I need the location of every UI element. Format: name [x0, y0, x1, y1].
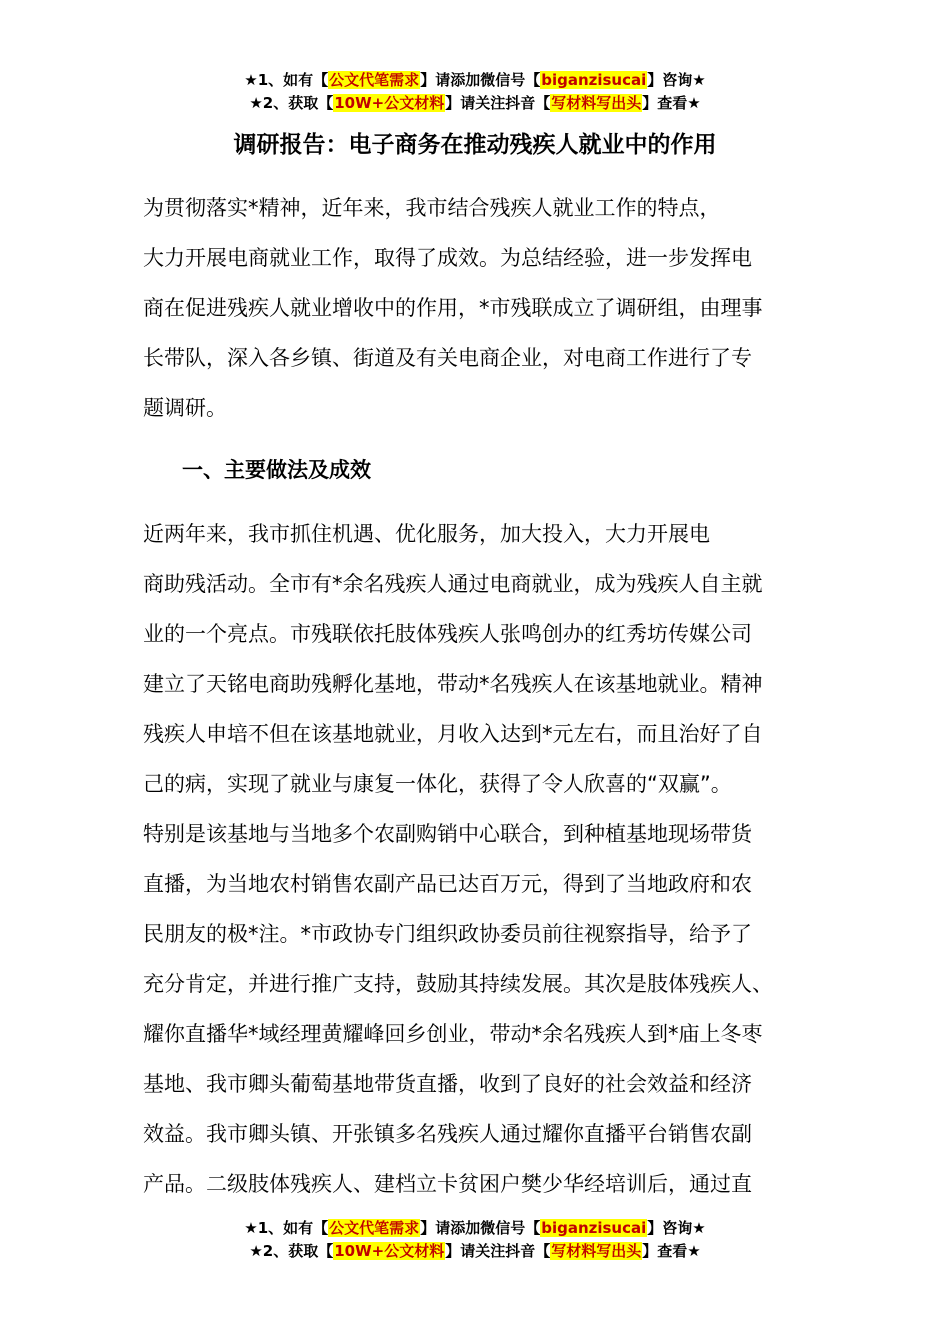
- paragraph-line: 为贯彻落实*精神，近年来，我市结合残疾人就业工作的特点，: [143, 196, 721, 220]
- document-title: 调研报告：电子商务在推动残疾人就业中的作用: [233, 132, 717, 158]
- paragraph-line: 民朋友的极*注。*市政协专门组织政协委员前往视察指导，给予了: [143, 922, 752, 946]
- banner-douyin-account[interactable]: 写材料写出头: [551, 94, 642, 112]
- banner-line-2-suffix: 】查看★: [642, 1242, 701, 1260]
- banner-line-1-middle: 】请添加微信号【: [420, 71, 541, 89]
- banner-highlight-materials: 10W+公文材料: [334, 1242, 445, 1260]
- section-heading: 一、主要做法及成效: [182, 458, 371, 482]
- banner-line-2: [0, 1240, 950, 1263]
- paragraph-line: 特别是该基地与当地多个农副购销中心联合，到种植基地现场带货: [143, 822, 752, 846]
- banner-line-1-prefix: ★1、如有【: [244, 71, 329, 89]
- paragraph-line: 建立了天铭电商助残孵化基地，带动*名残疾人在该基地就业。精神: [143, 672, 763, 696]
- banner-douyin-account[interactable]: 写材料写出头: [551, 1242, 642, 1260]
- paragraph-line: 大力开展电商就业工作，取得了成效。为总结经验，进一步发挥电: [143, 246, 752, 270]
- banner-highlight-materials: 10W+公文材料: [334, 94, 445, 112]
- section1-paragraph: [143, 509, 823, 1209]
- banner-line-1-suffix: 】咨询★: [647, 71, 706, 89]
- banner-highlight-ghostwriting: 公文代笔需求: [329, 1219, 420, 1237]
- banner-wechat-id[interactable]: biganzisucai: [541, 71, 647, 89]
- paragraph-line: 产品。二级肢体残疾人、建档立卡贫困户樊少华经培训后，通过直: [143, 1172, 752, 1196]
- paragraph-line: 商助残活动。全市有*余名残疾人通过电商就业，成为残疾人自主就: [143, 572, 763, 596]
- paragraph-line: 直播，为当地农村销售农副产品已达百万元，得到了当地政府和农: [143, 872, 752, 896]
- paragraph-line: 己的病，实现了就业与康复一体化，获得了令人欣喜的“双赢”。: [143, 772, 732, 796]
- banner-line-1-middle: 】请添加微信号【: [420, 1219, 541, 1237]
- banner-line-1-suffix: 】咨询★: [647, 1219, 706, 1237]
- intro-paragraph: [143, 183, 823, 433]
- banner-wechat-id[interactable]: biganzisucai: [541, 1219, 647, 1237]
- paragraph-line: 残疾人申培不但在该基地就业，月收入达到*元左右，而且治好了自: [143, 722, 763, 746]
- banner-line-1: [0, 1217, 950, 1240]
- banner-highlight-ghostwriting: 公文代笔需求: [329, 71, 420, 89]
- banner-line-2-middle: 】请关注抖音【: [445, 1242, 551, 1260]
- paragraph-line: 业的一个亮点。市残联依托肢体残疾人张鸣创办的红秀坊传媒公司: [143, 622, 752, 646]
- paragraph-line: 耀你直播华*域经理黄耀峰回乡创业，带动*余名残疾人到*庙上冬枣: [143, 1022, 763, 1046]
- top-banner: [0, 69, 950, 115]
- paragraph-line: 近两年来，我市抓住机遇、优化服务，加大投入，大力开展电: [143, 522, 710, 546]
- banner-line-2-suffix: 】查看★: [642, 94, 701, 112]
- banner-line-2-prefix: ★2、获取【: [249, 1242, 334, 1260]
- paragraph-line: 充分肯定，并进行推广支持，鼓励其持续发展。其次是肢体残疾人、: [143, 972, 773, 996]
- banner-line-2-prefix: ★2、获取【: [249, 94, 334, 112]
- paragraph-line: 基地、我市卿头葡萄基地带货直播，收到了良好的社会效益和经济: [143, 1072, 752, 1096]
- paragraph-line: 题调研。: [143, 396, 227, 420]
- banner-line-2: [0, 92, 950, 115]
- paragraph-line: 效益。我市卿头镇、开张镇多名残疾人通过耀你直播平台销售农副: [143, 1122, 752, 1146]
- bottom-banner: [0, 1217, 950, 1263]
- paragraph-line: 长带队，深入各乡镇、街道及有关电商企业，对电商工作进行了专: [143, 346, 752, 370]
- paragraph-line: 商在促进残疾人就业增收中的作用，*市残联成立了调研组，由理事: [143, 296, 763, 320]
- banner-line-2-middle: 】请关注抖音【: [445, 94, 551, 112]
- banner-line-1-prefix: ★1、如有【: [244, 1219, 329, 1237]
- banner-line-1: [0, 69, 950, 92]
